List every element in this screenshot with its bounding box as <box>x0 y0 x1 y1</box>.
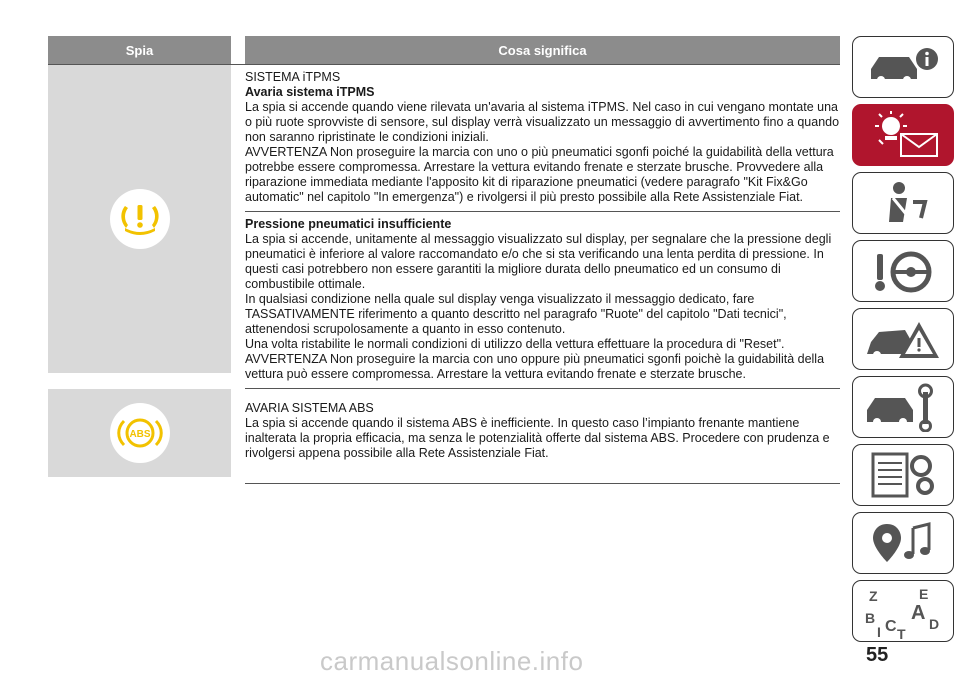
tab-technical-data[interactable] <box>852 444 954 506</box>
abs-icon-cell <box>48 389 231 477</box>
tab-emergency[interactable] <box>852 308 954 370</box>
abs-warning-icon <box>109 402 171 464</box>
tpms-failure-text: La spia si accende quando viene rilevata un'avaria al sistema iTPMS. Nel caso in cui vengano montate una o più ruote sprovviste di sensore, sul display verrà visualizzato un messaggio di avvertimento fino a quando non saranno ripristinate le condizioni iniziali. <box>245 100 840 144</box>
page-number: 55 <box>866 644 889 666</box>
technical-data-icon <box>863 450 943 500</box>
car-info-icon <box>863 45 943 89</box>
tab-maintenance[interactable] <box>852 376 954 438</box>
tab-warning-lights[interactable] <box>852 104 954 166</box>
tpms-pressure-warning: AVVERTENZA Non proseguire la marcia con uno oppure più pneumatici sgonfi poichè la guidabilità della vettura può essere compromessa. Arrestare la vettura evitando frenate e sterzate brusche. <box>245 352 825 381</box>
tpms-pressure-reset: Una volta ristabilite le normali condizioni di utilizzo della vettura effettuare la procedura di "Reset". <box>245 337 785 351</box>
emergency-icon <box>861 314 945 364</box>
tab-index[interactable] <box>852 580 954 642</box>
tpms-pressure-reference: In qualsiasi condizione nella quale sul display venga visualizzato il messaggio dedicato, fare TASSATIVAMENTE riferimento a quanto descritto nel paragrafo "Ruote" del capitolo "Dati tecnici", attenendosi scrupolosamente a quanto in esso contenuto. <box>245 292 787 336</box>
tpms-pressure-heading: Pressione pneumatici insufficiente <box>245 217 452 231</box>
maintenance-icon <box>861 382 945 432</box>
tpms-pressure-block <box>245 212 840 389</box>
multimedia-icon <box>863 518 943 568</box>
index-letter: E <box>919 586 929 602</box>
index-letter: I <box>877 624 881 639</box>
warning-lights-table <box>48 36 840 484</box>
tab-multimedia[interactable] <box>852 512 954 574</box>
tab-driving[interactable] <box>852 240 954 302</box>
tpms-warning-icon <box>109 188 171 250</box>
abs-heading: AVARIA SISTEMA ABS <box>245 401 374 415</box>
watermark: carmanualsonline.info <box>320 646 584 676</box>
index-letter: C <box>885 618 897 635</box>
table-row <box>48 64 840 389</box>
driving-icon <box>863 246 943 296</box>
table-row <box>48 389 840 484</box>
tab-car-info[interactable] <box>852 36 954 98</box>
tpms-icon-cell <box>48 65 231 373</box>
abs-icon-label: ABS <box>128 429 151 440</box>
index-letter: T <box>897 626 906 639</box>
header-cosa-significa: Cosa significa <box>245 36 840 64</box>
table-header <box>48 36 840 64</box>
safety-icon <box>863 178 943 228</box>
tpms-failure-block <box>245 65 840 212</box>
index-letter: B <box>865 610 876 626</box>
chapter-tabs <box>852 36 960 648</box>
index-letter: D <box>929 616 940 632</box>
tpms-failure-heading: Avaria sistema iTPMS <box>245 85 375 99</box>
warning-lights-icon <box>861 110 945 160</box>
index-icon <box>861 583 945 639</box>
index-letter: A <box>911 602 926 624</box>
tpms-failure-warning: AVVERTENZA Non proseguire la marcia con uno o più pneumatici sgonfi poiché la guidabilità della vettura potrebbe essere compromessa. Arrestare la vettura evitando frenate e sterzate brusche. Provvedere alla riparazione immediata mediante l'apposito kit di riparazione pneumatici (vedere paragrafo "Kit Fix&Go automatic" nel capitolo "In emergenza") e rivolgersi il più presto possibile alla Rete Assistenziale Fiat. <box>245 145 834 204</box>
index-letter: Z <box>869 588 878 604</box>
abs-text: La spia si accende quando il sistema ABS è inefficiente. In questo caso l’impianto frenante mantiene inalterata la propria efficacia, ma senza le potenzialità offerte dal sistema ABS. Procedere con prudenza e rivolgersi appena possibile alla Rete Assistenziale Fiat. <box>245 416 830 460</box>
abs-failure-block <box>245 389 840 484</box>
header-spia: Spia <box>48 36 231 64</box>
tpms-pressure-text: La spia si accende, unitamente al messaggio visualizzato sul display, per segnalare che la pressione degli pneumatici è inferiore al valore raccomandato e/o che si sta verificando una lenta perdita di pressione. In questi casi potrebbero non essere garantiti la migliore durata dello pneumatico ed un consumo di combustibile ottimale. <box>245 232 832 291</box>
tab-safety[interactable] <box>852 172 954 234</box>
tpms-system-title: SISTEMA iTPMS <box>245 70 341 84</box>
